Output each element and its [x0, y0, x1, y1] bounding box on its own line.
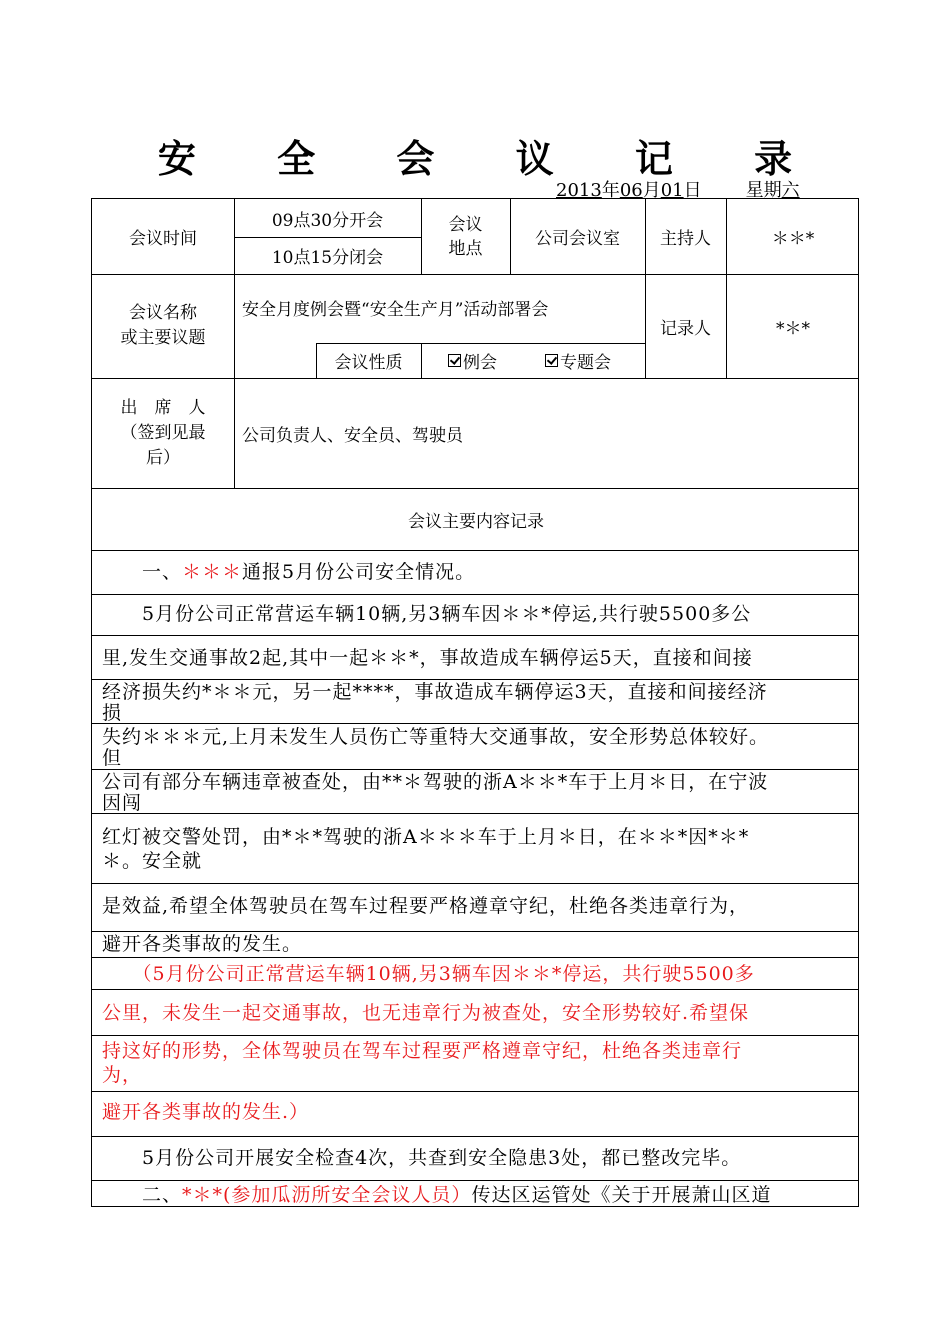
content-line: 红灯被交警处罚，由*＊*驾驶的浙A＊＊＊车于上月＊日，在＊＊*因*＊* ＊。安全就 [102, 826, 750, 872]
content-line: 失约＊＊＊元,上月未发生人员伤亡等重特大交通事故，安全形势总体较好。 但 [102, 727, 770, 769]
content-line: 一、＊＊＊通报5月份公司安全情况。 [102, 561, 476, 583]
attendee-label: 出 席 人 （签到见最 后） [120, 397, 206, 468]
topic-value: 安全月度例会暨“安全生产月”活动部署会 [242, 300, 549, 320]
meeting-date: 2013年06月01日 星期六 [556, 180, 800, 201]
topic-label: 会议名称 或主要议题 [120, 303, 206, 348]
close-time: 10点15分闭会 [271, 248, 384, 268]
date-month: 06 [619, 180, 643, 201]
content-line-red: 公里，未发生一起交通事故，也无违章行为被查处，安全形势较好.希望保 [102, 1002, 750, 1024]
content-line: 是效益,希望全体驾驶员在驾车过程要严格遵章守纪，杜绝各类违章行为， [102, 895, 750, 917]
content-line-red: 持这好的形势，全体驾驶员在驾车过程要严格遵章守纪，杜绝各类违章行 为， [102, 1040, 743, 1086]
open-time: 09点30分开会 [271, 210, 384, 231]
content-line-red: （5月份公司正常营运车辆10辆,另3辆车因＊＊*停运，共行驶5500多 [102, 963, 755, 985]
checkbox-checked-icon [448, 354, 461, 367]
attendee-value: 公司负责人、安全员、驾驶员 [242, 425, 463, 446]
content-line: 公司有部分车辆违章被查处，由**＊驾驶的浙A＊＊*车于上月＊日，在宁波 因闯 [102, 772, 769, 814]
checkbox-checked-icon [545, 354, 558, 367]
host-value: ＊＊* [771, 229, 815, 249]
nature-options [421, 343, 645, 378]
weekday-value: 六 [781, 180, 800, 201]
date-day: 01 [660, 180, 684, 201]
content-line: 5月份公司开展安全检查4次，共查到安全隐患3处，都已整改完毕。 [102, 1147, 742, 1169]
meeting-place-label: 会议 地点 [448, 214, 483, 259]
recorder-label: 记录人 [660, 318, 711, 339]
document-title: 安 全 会 议 记 录 [157, 136, 827, 181]
content-line: 二、*＊*(参加瓜沥所安全会议人员）传达区运管处《关于开展萧山区道 [102, 1184, 772, 1206]
meeting-place-value: 公司会议室 [535, 229, 620, 249]
content-line-red: 避开各类事故的发生.） [102, 1101, 310, 1123]
recorder-value: *＊* [776, 318, 810, 339]
content-line: 5月份公司正常营运车辆10辆,另3辆车因＊＊*停运,共行驶5500多公 [102, 603, 752, 625]
content-line: 避开各类事故的发生。 [102, 933, 303, 955]
meeting-record-table [91, 198, 859, 1207]
nature-option-special: 专题会 [560, 353, 611, 373]
content-line: 经济损失约*＊＊元，另一起****，事故造成车辆停运3天，直接和间接经济 损 [102, 682, 768, 724]
nature-option-regular: 例会 [463, 353, 497, 373]
nature-label: 会议性质 [334, 353, 403, 373]
host-label: 主持人 [660, 229, 711, 249]
weekday-label: 星期 [745, 180, 782, 201]
meeting-time-label: 会议时间 [129, 229, 197, 249]
content-heading: 会议主要内容记录 [408, 511, 544, 532]
content-line: 里,发生交通事故2起,其中一起＊＊*，事故造成车辆停运5天，直接和间接 [102, 647, 753, 669]
date-year: 2013 [556, 180, 602, 201]
